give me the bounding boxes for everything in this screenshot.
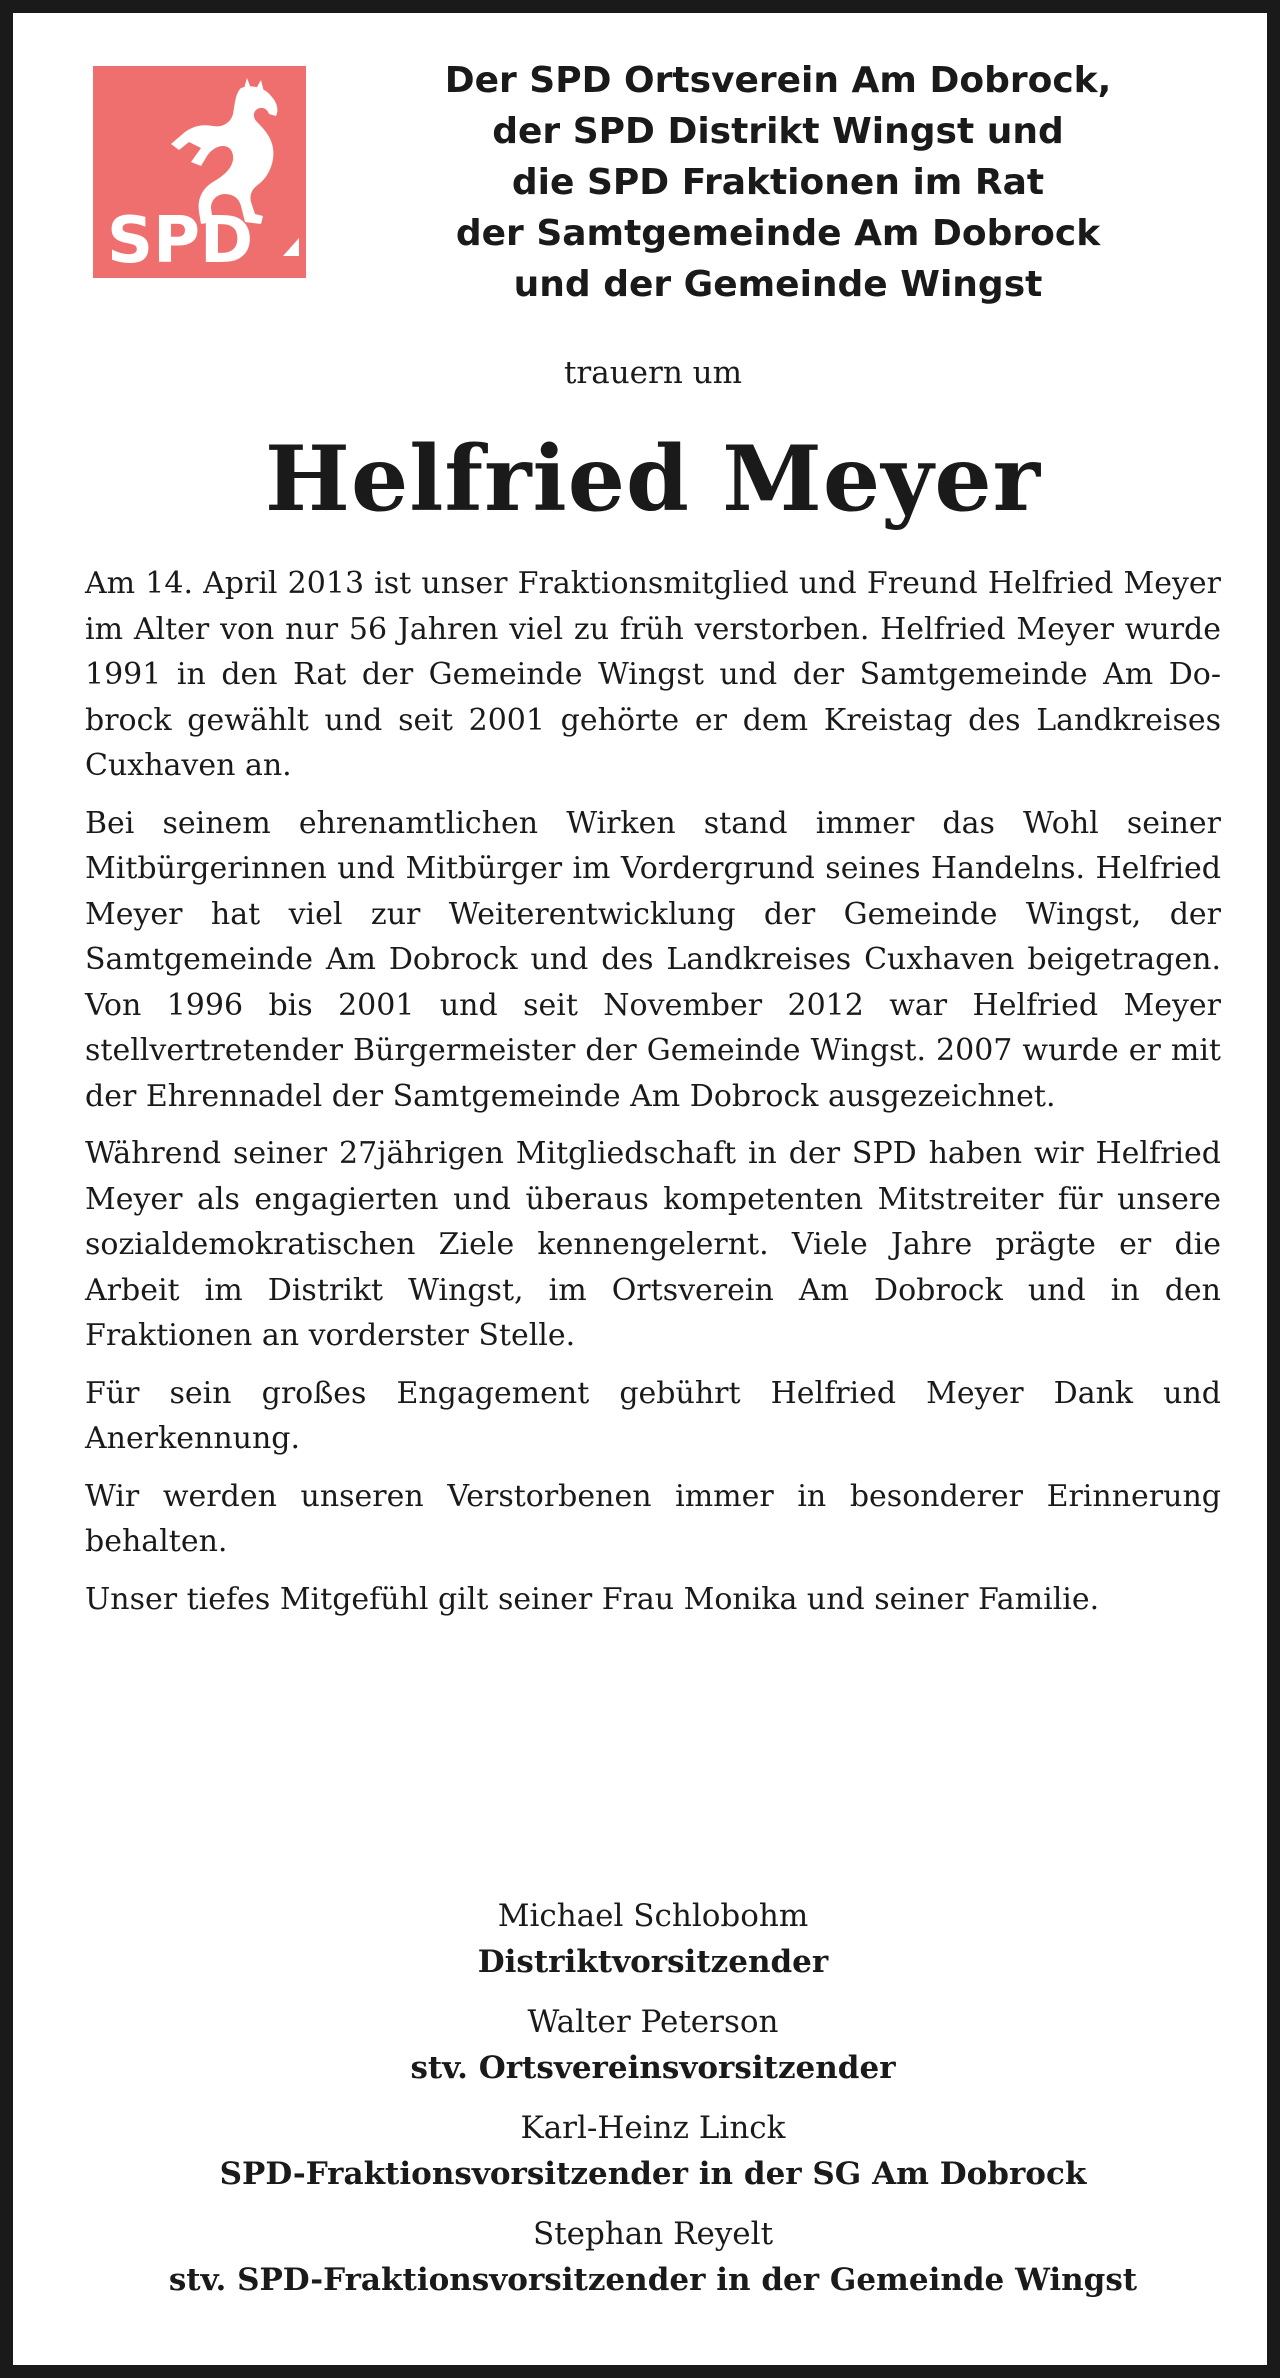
signatory-name: Stephan Reyelt (532, 2216, 774, 2252)
header-line: und der Gemeinde Wingst (513, 264, 1043, 305)
signatory-role: stv. SPD-Fraktionsvorsitzender in der Gemeinde Wingst (168, 2262, 1138, 2298)
paragraph: Wir werden unseren Verstorbenen immer in besonderer Erinnerung behalten. (85, 1478, 1221, 1559)
paragraph: Am 14. April 2013 ist unser Fraktionsmitglied und Freund Helfried Meyer im Alter von nur 56 Jahren viel zu früh verstorben. Helfried Meyer wurde 1991 in den Rat der Gemeinde Wingst und der Samtgemeinde Am Dobrock gewählt und seit 2001 gehörte er dem Kreistag des Landkreises Cuxhaven an. (85, 566, 1221, 783)
signatory-role: stv. Ortsvereinsvorsitzender (410, 2050, 896, 2086)
paragraph: Bei seinem ehrenamtlichen Wirken stand immer das Wohl seiner Mitbürgerinnen und Mitbürger im Vordergrund seines Handelns. Helfried Meyer hat viel zur Weiterentwicklung der Gemeinde Wingst, der Samtgemeinde Am Dobrock und des Landkreises Cuxhaven beigetragen. Von 1996 bis 2001 und seit November 2012 war Helfried Meyer stellvertretender Bürgermeister der Gemeinde Wingst. 2007 wurde er mit der Ehrennadel der Samtgemeinde Am Dobrock ausgezeichnet. (85, 805, 1221, 1114)
signatory (13, 2211, 1280, 2303)
obituary-body (85, 561, 1221, 1634)
intro-text: trauern um (563, 355, 743, 391)
paragraph: Für sein großes Engagement gebührt Helfried Meyer Dank und Anerkennung. (85, 1375, 1221, 1456)
signatory (13, 2105, 1280, 2197)
signatory-name: Michael Schlobohm (497, 1898, 809, 1934)
signatory-name: Walter Peterson (527, 2004, 779, 2040)
paragraph: Unser tiefes Mitgefühl gilt seiner Frau Monika und seiner Familie. (85, 1581, 1100, 1617)
organizations-header (343, 55, 1213, 310)
signatory (13, 1999, 1280, 2091)
signatory-name: Karl-Heinz Linck (520, 2110, 786, 2146)
signatory-role: Distriktvorsitzender (477, 1944, 829, 1980)
paragraph: Während seiner 27jährigen Mitgliedschaft in der SPD haben wir Helfried Meyer als engagierten und überaus kompetenten Mitstreiter für unsere sozialdemokratischen Ziele kennengelernt. Viele Jahre prägte er die Arbeit im Distrikt Wingst, im Ortsverein Am Dobrock und in den Fraktionen an vorderster Stelle. (85, 1136, 1221, 1353)
deceased-name: Helfried Meyer (264, 426, 1042, 532)
header-line: der Samtgemeinde Am Dobrock (455, 213, 1101, 254)
header-line: der SPD Distrikt Wingst und (492, 111, 1064, 152)
header-line: die SPD Fraktionen im Rat (511, 162, 1045, 203)
signatory-role: SPD-Fraktionsvorsitzender in der SG Am Dobrock (219, 2156, 1087, 2192)
spd-logo-graphic (93, 66, 306, 278)
header-line: Der SPD Ortsverein Am Dobrock, (444, 60, 1112, 101)
signatory (13, 1893, 1280, 1985)
spd-logo-text: SPD (107, 204, 254, 278)
signatories (13, 1893, 1280, 2317)
spd-logo (93, 66, 306, 278)
